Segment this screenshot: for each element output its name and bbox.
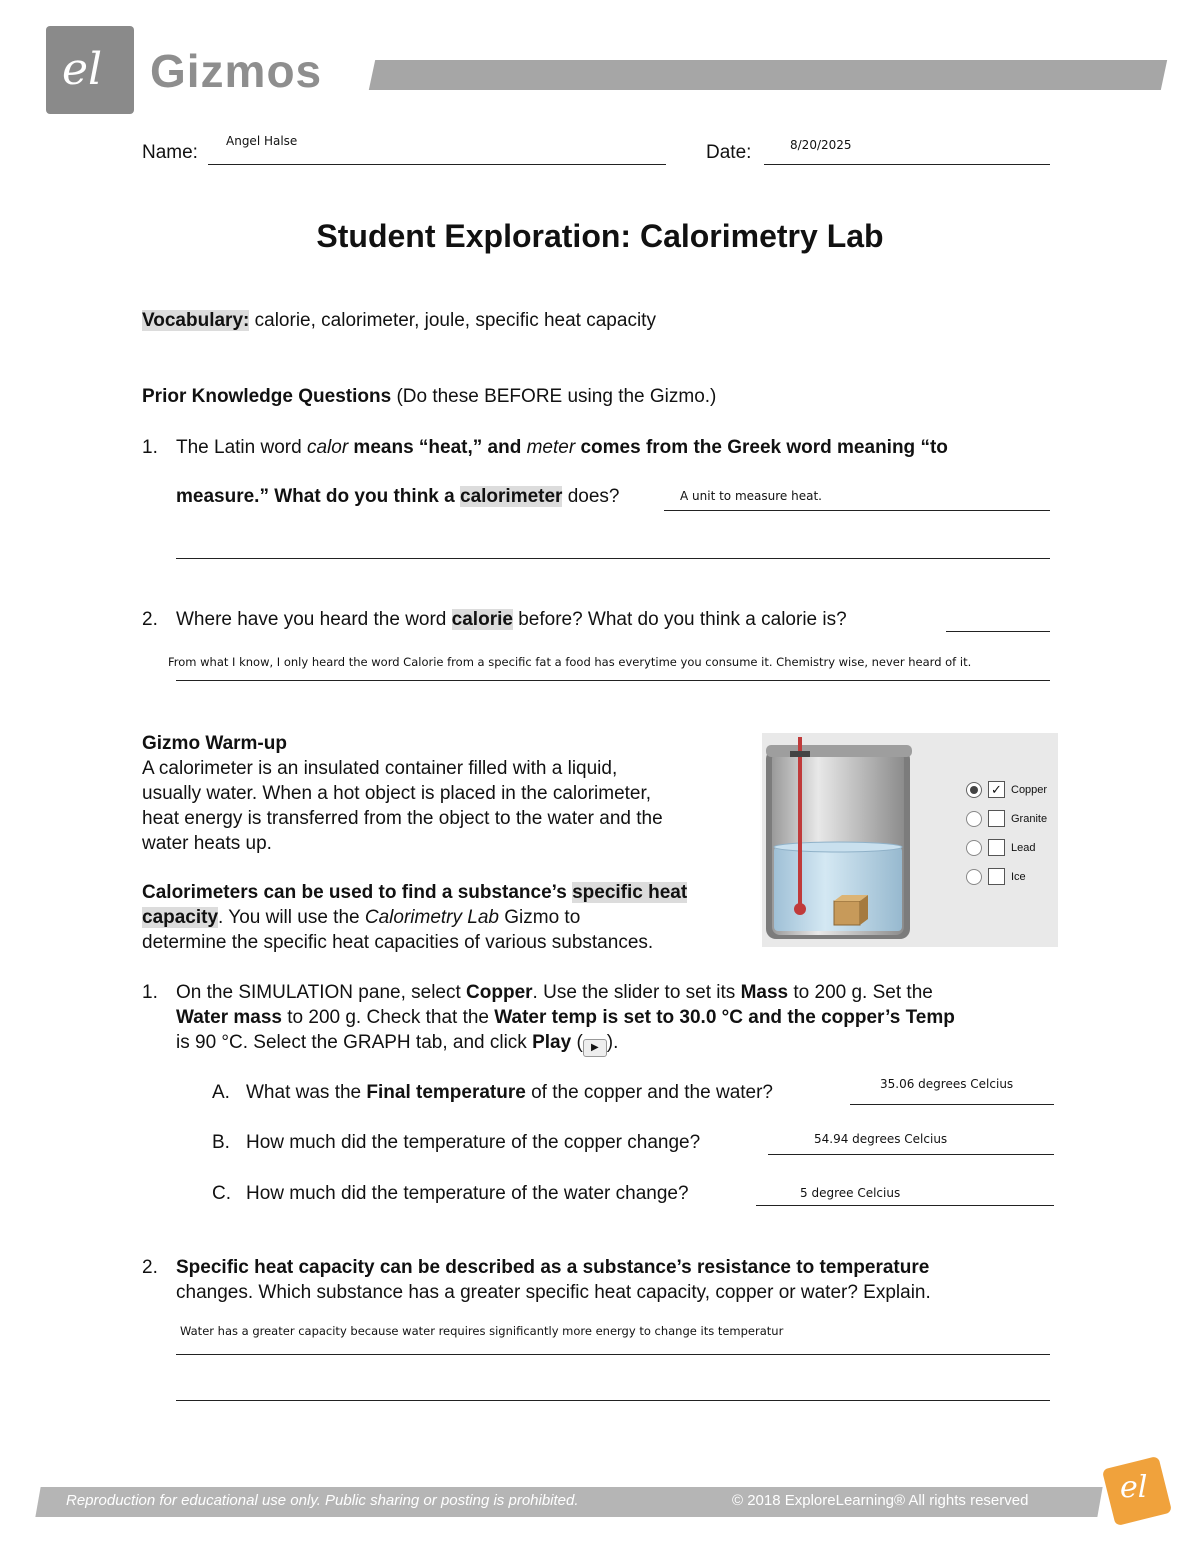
q1-line-2 xyxy=(176,484,620,509)
s1-text: . Use the slider to set its xyxy=(532,982,741,1003)
warmup-p1-line: heat energy is transferred from the object to the water and the xyxy=(142,808,663,829)
prior-heading-text: Prior Knowledge Questions xyxy=(142,386,392,407)
warmup-heading: Gizmo Warm-up xyxy=(142,733,287,754)
s1-text: ( xyxy=(571,1032,583,1053)
s1-text: is 90 °C. Select the GRAPH tab, and click xyxy=(176,1032,533,1053)
radio-icon[interactable] xyxy=(966,840,982,856)
q1-text-a: The Latin word xyxy=(176,437,307,458)
step1-b-letter: B. xyxy=(212,1132,230,1153)
step1-a-answer: 35.06 degrees Celcius xyxy=(880,1077,1014,1091)
warmup-p2-text-d: determine the specific heat capacities of various substances. xyxy=(142,932,654,953)
option-label: Copper xyxy=(1011,783,1048,796)
q1-answer: A unit to measure heat. xyxy=(680,489,822,503)
option-label: Ice xyxy=(1011,870,1026,883)
step1-c-letter: C. xyxy=(212,1183,231,1204)
date-label: Date: xyxy=(706,142,752,163)
q2-answer: From what I know, I only heard the word Calorie from a specific fat a food has everytime you consume it. Chemistry wise, never heard of it. xyxy=(168,655,972,669)
footer-copyright: © 2018 ExploreLearning® All rights reserved xyxy=(732,1492,1029,1509)
radio-icon[interactable] xyxy=(966,811,982,827)
q1-text-d: measure.” What do you think a xyxy=(176,486,460,507)
q2-line-1 xyxy=(176,607,847,632)
play-icon[interactable]: ▶ xyxy=(583,1039,607,1057)
q1-calor: calor xyxy=(306,437,349,458)
s1-play: Play xyxy=(532,1032,572,1053)
q2-answer-field-2[interactable] xyxy=(176,656,1050,681)
q2-text-b: before? What do you think a calorie is? xyxy=(512,609,847,630)
option-lead[interactable] xyxy=(966,833,1047,862)
step2-answer-field-2[interactable] xyxy=(176,1376,1050,1401)
warmup-p1-line: A calorimeter is an insulated container filled with a liquid, xyxy=(142,758,618,779)
warmup-p2-text: . You will use the xyxy=(218,907,365,928)
checkbox-icon[interactable] xyxy=(988,868,1005,885)
substance-options xyxy=(966,775,1047,891)
s1a-text: What was the xyxy=(246,1082,367,1103)
s1-water-temp: Water temp xyxy=(494,1007,598,1028)
warmup-term-capacity: capacity xyxy=(142,907,219,928)
date-value: 8/20/2025 xyxy=(790,138,852,152)
option-label: Granite xyxy=(1011,812,1048,825)
step1-c-question: How much did the temperature of the water change? xyxy=(246,1183,689,1204)
header-bar xyxy=(369,60,1167,90)
s1-text: to 200 g. Set the xyxy=(788,982,933,1003)
warmup-gizmo-name: Calorimetry Lab xyxy=(364,907,499,928)
q2-text-a: Where have you heard the word xyxy=(176,609,452,630)
radio-icon[interactable] xyxy=(966,869,982,885)
s1-text: On the SIMULATION pane, select xyxy=(176,982,467,1003)
step1-b-answer: 54.94 degrees Celcius xyxy=(814,1132,948,1146)
q1-term: calorimeter xyxy=(460,486,563,507)
warmup-p2-text-c: Gizmo to xyxy=(498,907,581,928)
option-granite[interactable] xyxy=(966,804,1047,833)
q2-number: 2. xyxy=(142,609,158,630)
prior-note: (Do these BEFORE using the Gizmo.) xyxy=(396,386,717,407)
warmup-p1-line: water heats up. xyxy=(142,833,272,854)
warmup-p2-bold: Calorimeters can be used to find a substance’s xyxy=(142,882,573,903)
step2-answer-field[interactable] xyxy=(176,1330,1050,1355)
q2-term: calorie xyxy=(451,609,513,630)
q1-text-e: does? xyxy=(562,486,620,507)
q2-answer-field[interactable] xyxy=(946,607,1050,632)
q1-text-c: comes from the Greek word meaning “to xyxy=(575,437,948,458)
option-copper[interactable] xyxy=(966,775,1047,804)
warmup-paragraph-1 xyxy=(142,756,663,856)
warmup-paragraph-2 xyxy=(142,880,742,955)
vocabulary-line xyxy=(142,308,656,333)
q1-text-b: means “heat,” and xyxy=(348,437,527,458)
step1-b-question: How much did the temperature of the copper change? xyxy=(246,1132,701,1153)
q1-line-1 xyxy=(176,435,948,460)
step1-text xyxy=(176,980,955,1057)
page-title: Student Exploration: Calorimetry Lab xyxy=(316,218,884,254)
s1-temp: Temp xyxy=(905,1007,955,1028)
calorimeter-simulation-image xyxy=(762,733,1058,947)
s2-line-1: Specific heat capacity can be described as a substance’s resistance to temperature xyxy=(176,1257,930,1278)
step1-a-question xyxy=(246,1080,773,1105)
s1-copper: Copper xyxy=(466,982,533,1003)
checkbox-icon[interactable] xyxy=(988,810,1005,827)
warmup-term-specific-heat: specific heat xyxy=(572,882,688,903)
step1-c-answer: 5 degree Celcius xyxy=(800,1186,901,1200)
warmup-p1-line: usually water. When a hot object is placed in the calorimeter, xyxy=(142,783,652,804)
step2-answer: Water has a greater capacity because water requires significantly more energy to change its temperatur xyxy=(180,1324,784,1338)
name-label: Name: xyxy=(142,142,198,163)
checkbox-icon[interactable] xyxy=(988,839,1005,856)
s1-text: ). xyxy=(606,1032,619,1053)
option-label: Lead xyxy=(1011,841,1036,854)
vocabulary-label: Vocabulary: xyxy=(142,310,250,331)
option-ice[interactable] xyxy=(966,862,1047,891)
footer-reproduction-notice: Reproduction for educational use only. Public sharing or posting is prohibited. xyxy=(66,1492,579,1509)
gizmos-wordmark: Gizmos xyxy=(150,45,323,97)
s1-mass: Mass xyxy=(740,982,789,1003)
q1-meter: meter xyxy=(526,437,576,458)
vocabulary-terms: calorie, calorimeter, joule, specific heat capacity xyxy=(254,310,656,331)
q1-number: 1. xyxy=(142,437,158,458)
q1-answer-field-2[interactable] xyxy=(176,534,1050,559)
checkbox-checked-icon[interactable]: ✓ xyxy=(988,781,1005,798)
step1-number: 1. xyxy=(142,982,158,1003)
step2-text xyxy=(176,1255,931,1305)
s1a-final-temp: Final temperature xyxy=(366,1082,526,1103)
s1-text: to 200 g. Check that the xyxy=(281,1007,495,1028)
s1-water-mass: Water mass xyxy=(176,1007,282,1028)
s1-text-bold: is set to 30.0 °C and the copper’s xyxy=(597,1007,906,1028)
step2-number: 2. xyxy=(142,1257,158,1278)
name-value: Angel Halse xyxy=(226,134,298,148)
prior-knowledge-heading xyxy=(142,384,716,409)
el-logo-mark: el xyxy=(1120,1470,1148,1505)
el-logo-mark: el xyxy=(62,44,103,95)
radio-icon[interactable] xyxy=(966,782,982,798)
s2-line-2: changes. Which substance has a greater specific heat capacity, copper or water? Explain. xyxy=(176,1282,931,1303)
step1-a-letter: A. xyxy=(212,1082,230,1103)
s1a-text: of the copper and the water? xyxy=(525,1082,773,1103)
